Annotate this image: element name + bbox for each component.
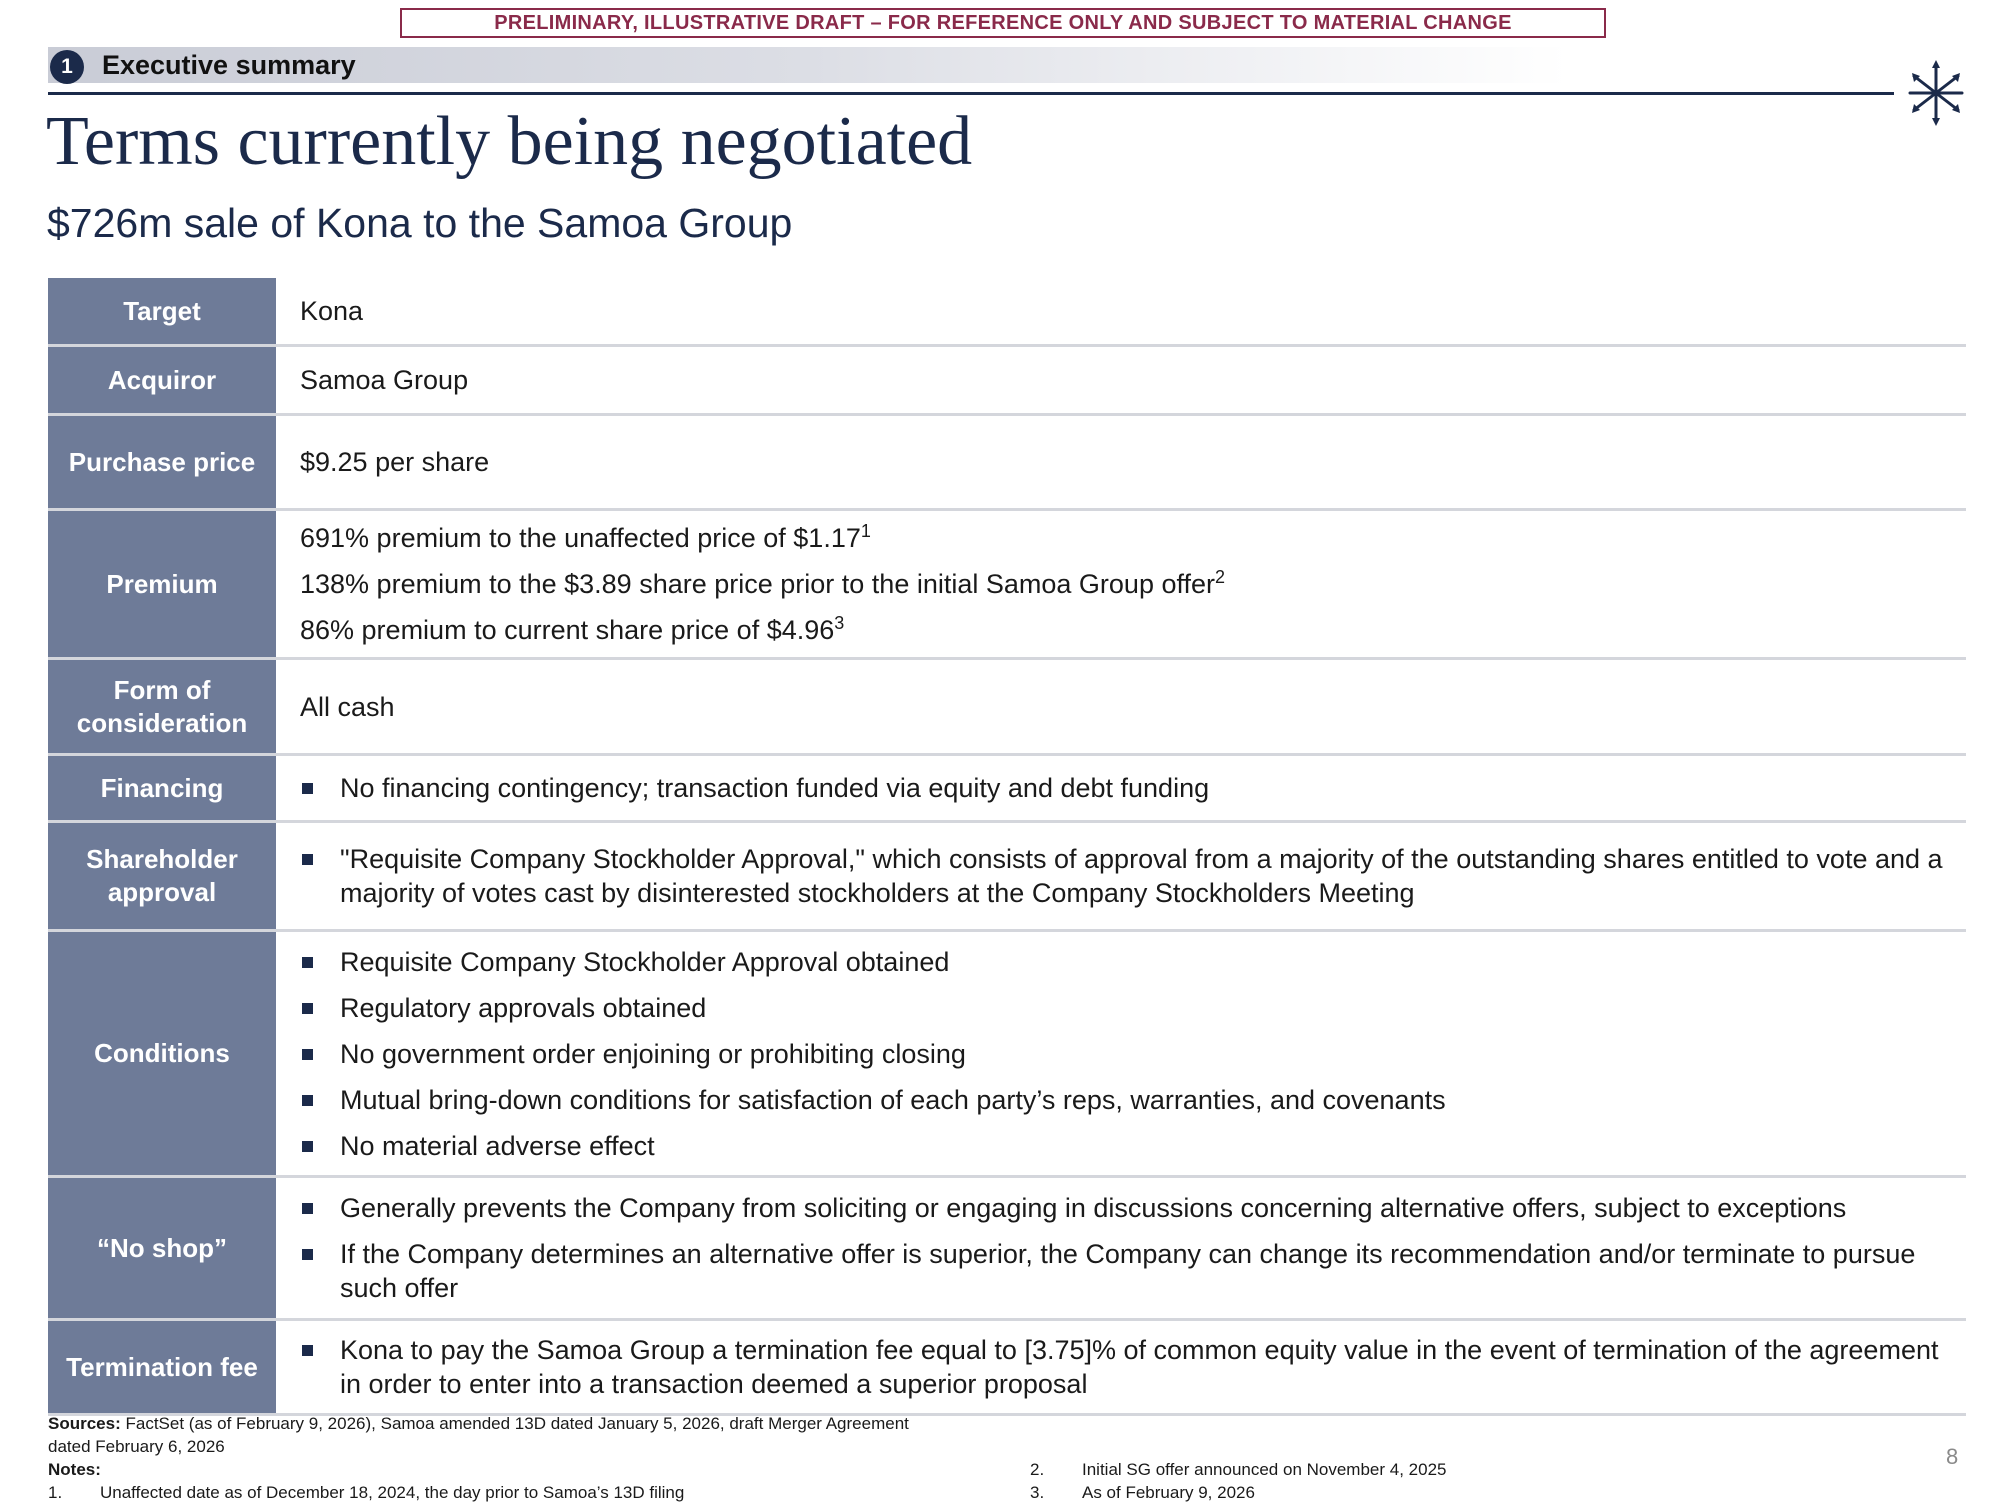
row-label: Purchase price (48, 416, 276, 508)
terms-row-target (48, 278, 1966, 347)
row-label: Conditions (48, 932, 276, 1175)
terms-row-no-shop (48, 1178, 1966, 1321)
row-value: All cash (300, 691, 395, 722)
bullet-item: "Requisite Company Stockholder Approval," which consists of approval from a majority of the outstanding shares entitled to vote and a majority of votes cast by disinterested stockholders at the Company Stockholders Meeting (300, 842, 1966, 910)
premium-line: 138% premium to the $3.89 share price prior to the initial Samoa Group offer$^2$ (300, 567, 1226, 599)
row-label: Target (48, 278, 276, 344)
section-number-badge: 1 (50, 50, 84, 84)
footnote: 1. Unaffected date as of December 18, 2024, the day prior to Samoa’s 13D filing (48, 1483, 685, 1502)
row-value: Kona (300, 296, 364, 326)
terms-row-form-of-consideration (48, 660, 1966, 756)
square-bullet-icon (302, 1095, 313, 1106)
row-label: Shareholder approval (48, 823, 276, 929)
page-title: Terms currently being negotiated (46, 103, 973, 180)
terms-row-conditions (48, 932, 1966, 1178)
terms-row-purchase-price (48, 416, 1966, 511)
sources-text: Sources: FactSet (as of February 9, 2026), Samoa amended 13D dated January 5, 2026, draft Merger Agreement dated February 6, 2026 (48, 1414, 909, 1456)
bullet-item: No financing contingency; transaction funded via equity and debt funding (300, 771, 1966, 805)
bullet-item: If the Company determines an alternative offer is superior, the Company can change its recommendation and/or terminate to pursue such offer (300, 1237, 1966, 1305)
row-label: Form of consideration (48, 660, 276, 753)
square-bullet-icon (302, 783, 313, 794)
draft-banner: PRELIMINARY, ILLUSTRATIVE DRAFT – FOR REFERENCE ONLY AND SUBJECT TO MATERIAL CHANGE (400, 8, 1606, 38)
row-label: Premium (48, 511, 276, 657)
terms-row-premium (48, 511, 1966, 660)
page-subtitle: $726m sale of Kona to the Samoa Group (47, 200, 793, 246)
terms-row-termination-fee (48, 1321, 1966, 1416)
square-bullet-icon (302, 1003, 313, 1014)
bullet-item: Kona to pay the Samoa Group a termination fee equal to [3.75]% of common equity value in the event of termination of the agreement in order to enter into a transaction deemed a superior proposal (300, 1333, 1966, 1401)
row-label: Financing (48, 756, 276, 820)
footnote: 2. Initial SG offer announced on November 4, 2025 (1030, 1460, 1447, 1479)
square-bullet-icon (302, 854, 313, 865)
footer-notes-right (1030, 1458, 1446, 1504)
square-bullet-icon (302, 957, 313, 968)
bullet-item: No material adverse effect (300, 1129, 1966, 1163)
footnote: 3. As of February 9, 2026 (1030, 1483, 1255, 1502)
row-label: “No shop” (48, 1178, 276, 1318)
square-bullet-icon (302, 1345, 313, 1356)
row-value: $9.25 per share (300, 447, 490, 477)
terms-row-shareholder-approval (48, 823, 1966, 932)
footer-notes (48, 1412, 948, 1504)
square-bullet-icon (302, 1203, 313, 1214)
bullet-item: Generally prevents the Company from soliciting or engaging in discussions concerning alternative offers, subject to exceptions (300, 1191, 1966, 1225)
header-rule (48, 92, 1894, 95)
page-number: 8 (1946, 1444, 1959, 1469)
section-label: Executive summary (102, 50, 356, 80)
terms-table (48, 278, 1966, 1416)
notes-heading: Notes: (48, 1460, 101, 1479)
premium-line: 691% premium to the unaffected price of $1.17$^1$ (300, 521, 871, 553)
square-bullet-icon (302, 1249, 313, 1260)
row-label: Acquiror (48, 347, 276, 413)
bullet-item: No government order enjoining or prohibiting closing (300, 1037, 1966, 1071)
row-value (280, 511, 1966, 657)
bullet-item: Regulatory approvals obtained (300, 991, 1966, 1025)
row-label: Termination fee (48, 1321, 276, 1413)
bullet-item: Requisite Company Stockholder Approval obtained (300, 945, 1966, 979)
bullet-item: Mutual bring-down conditions for satisfaction of each party’s reps, warranties, and covenants (300, 1083, 1966, 1117)
terms-row-acquiror (48, 347, 1966, 416)
premium-line: 86% premium to current share price of $4.96$^3$ (300, 613, 845, 645)
terms-row-financing (48, 756, 1966, 823)
row-value: Samoa Group (300, 365, 469, 395)
square-bullet-icon (302, 1141, 313, 1152)
square-bullet-icon (302, 1049, 313, 1060)
starburst-logo-icon (1906, 58, 1966, 128)
